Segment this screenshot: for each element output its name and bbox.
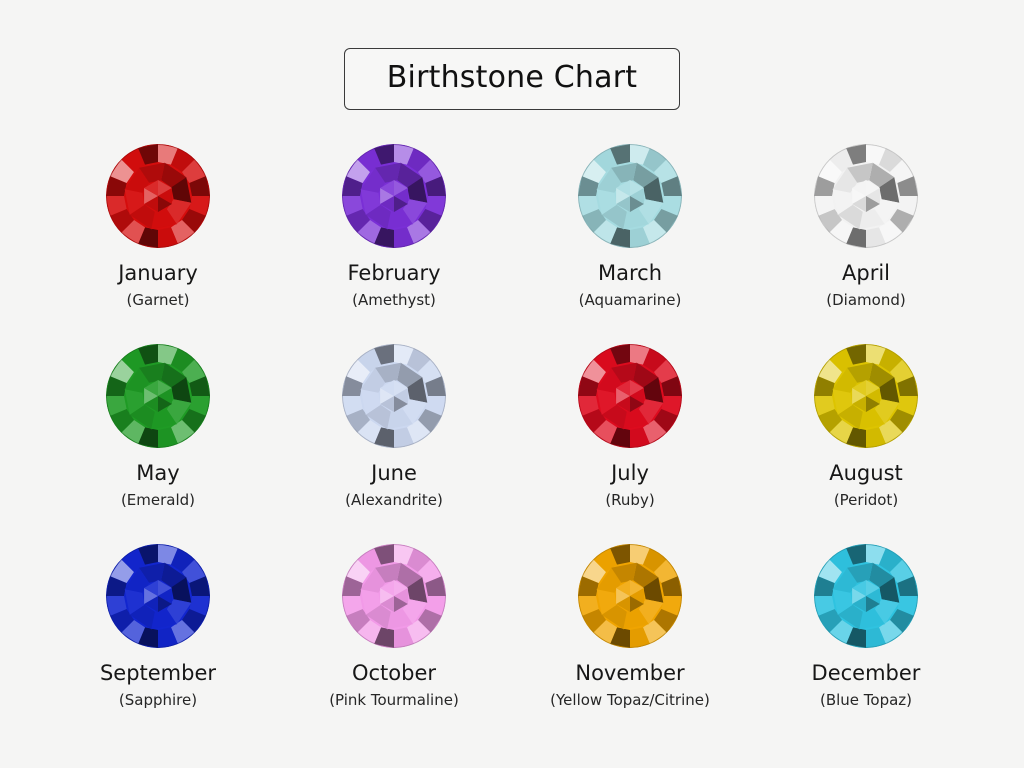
stone-label: (Alexandrite) — [345, 491, 443, 510]
month-label: June — [371, 461, 417, 485]
month-label: February — [347, 261, 441, 285]
stone-label: (Diamond) — [826, 291, 906, 310]
stone-label: (Pink Tourmaline) — [329, 691, 459, 710]
month-label: December — [811, 661, 921, 685]
birthstone-cell — [748, 544, 984, 744]
birthstone-cell — [512, 344, 748, 544]
stone-label: (Aquamarine) — [578, 291, 682, 310]
month-label: September — [99, 661, 217, 685]
stone-label: (Blue Topaz) — [819, 691, 913, 710]
gemstone-icon — [342, 344, 446, 448]
gemstone-icon — [106, 344, 210, 448]
stone-label: (Yellow Topaz/Citrine) — [550, 691, 710, 710]
title-area — [0, 0, 1024, 110]
gemstone-icon — [106, 544, 210, 648]
birthstone-cell — [276, 544, 512, 744]
month-label: March — [597, 261, 662, 285]
month-label: May — [136, 461, 180, 485]
gemstone-icon — [814, 344, 918, 448]
birthstone-cell — [748, 144, 984, 344]
page-title: Birthstone Chart — [386, 60, 638, 95]
birthstone-cell — [512, 544, 748, 744]
birthstone-cell — [40, 344, 276, 544]
stone-label: (Garnet) — [126, 291, 190, 310]
gemstone-icon — [578, 344, 682, 448]
stone-label: (Emerald) — [120, 491, 196, 510]
birthstone-cell — [40, 544, 276, 744]
gemstone-icon — [578, 544, 682, 648]
gemstone-icon — [814, 544, 918, 648]
month-label: January — [118, 261, 198, 285]
stone-label: (Sapphire) — [118, 691, 198, 710]
gemstone-icon — [106, 144, 210, 248]
gemstone-icon — [578, 144, 682, 248]
birthstone-grid — [0, 144, 1024, 744]
stone-label: (Ruby) — [605, 491, 655, 510]
birthstone-cell — [512, 144, 748, 344]
gemstone-icon — [342, 144, 446, 248]
month-label: April — [842, 261, 890, 285]
month-label: August — [829, 461, 903, 485]
stone-label: (Peridot) — [833, 491, 899, 510]
birthstone-cell — [276, 344, 512, 544]
month-label: October — [351, 661, 437, 685]
stone-label: (Amethyst) — [352, 291, 436, 310]
gemstone-icon — [814, 144, 918, 248]
birthstone-cell — [40, 144, 276, 344]
gemstone-icon — [342, 544, 446, 648]
birthstone-cell — [276, 144, 512, 344]
month-label: July — [611, 461, 649, 485]
birthstone-cell — [748, 344, 984, 544]
month-label: November — [575, 661, 685, 685]
title-box — [344, 48, 680, 110]
